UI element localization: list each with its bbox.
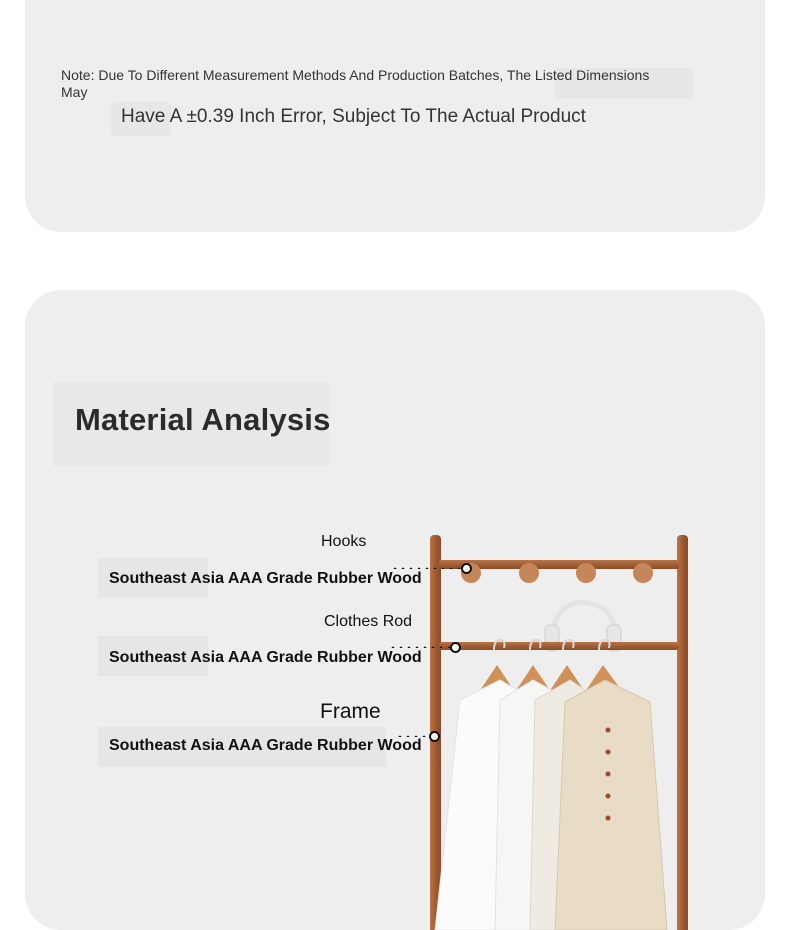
frame-right-post xyxy=(677,535,688,930)
clothes-rack-illustration xyxy=(405,530,745,930)
callout-frame-material: Southeast Asia AAA Grade Rubber Wood xyxy=(109,737,422,754)
callout-frame-pin xyxy=(429,731,440,742)
callout-hooks-pin xyxy=(461,563,472,574)
material-analysis-title: Material Analysis xyxy=(75,402,331,437)
dimension-note-line-1: Note: Due To Different Measurement Methods And Production Batches, The Listed Dimensions May xyxy=(61,67,650,100)
dimension-note-line-2: Have A ±0.39 Inch Error, Subject To The Actual Product xyxy=(121,106,586,127)
callout-rod-material: Southeast Asia AAA Grade Rubber Wood xyxy=(109,649,422,666)
callout-frame-label: Frame xyxy=(320,700,381,723)
callout-hooks-label: Hooks xyxy=(321,533,367,550)
callout-frame-leader xyxy=(396,735,430,737)
callout-rod-leader xyxy=(389,646,451,648)
callout-hooks-material: Southeast Asia AAA Grade Rubber Wood xyxy=(109,570,422,587)
clothes-rod xyxy=(439,642,679,650)
headphones xyxy=(554,603,615,641)
dimension-note-card xyxy=(25,0,765,232)
callout-rod-label: Clothes Rod xyxy=(324,613,413,630)
material-analysis-card xyxy=(25,290,765,930)
callout-hooks-leader xyxy=(391,567,461,569)
callout-rod-pin xyxy=(450,642,461,653)
shirt-beige xyxy=(555,680,667,930)
